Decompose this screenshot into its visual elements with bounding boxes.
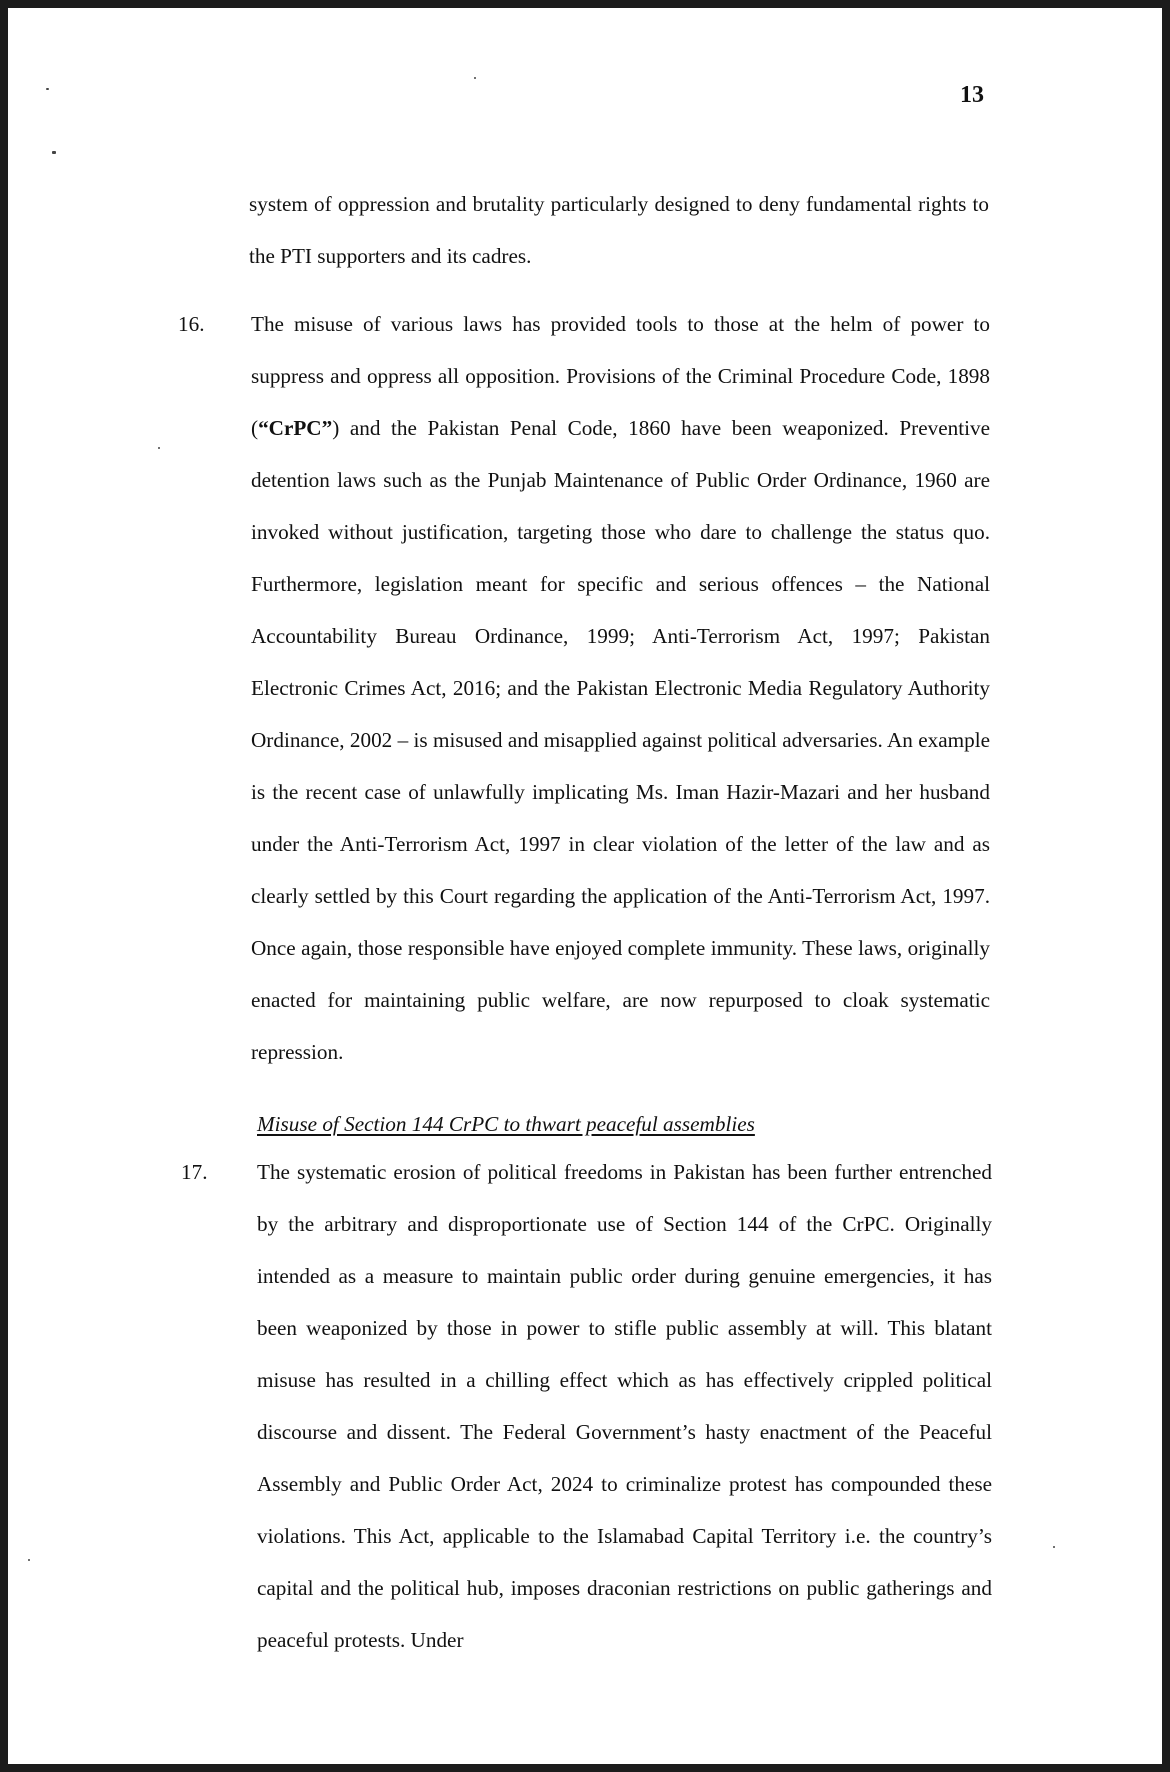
paragraph-16-text-end: ) and the Pakistan Penal Code, 1860 have been weaponized. Preventive detention laws such as the Punjab Maintenance of Public Order Ordinance, 1960 are invoked without justification, targeting those who dare to challenge the status quo. Furthermore, legislation meant for specific and serious offences – the National Accountability Bureau Ordinance, 1999; Anti-Terrorism Act, 1997; Pakistan Electronic Crimes Act, 2016; and the Pakistan Electronic Media Regulatory Authority Ordinance, 2002 – is misused and misapplied against political adversaries. An example is the recent case of unlawfully implicating Ms. Iman Hazir-Mazari and her husband under the Anti-Terrorism Act, 1997 in clear violation of the letter of the law and as clearly settled by this Court regarding the application of the Anti-Terrorism Act, 1997. Once again, those responsible have enjoyed complete immunity. These laws, originally enacted for maintaining public welfare, are now repurposed to cloak systematic repression. <box>251 416 990 1064</box>
scan-speck <box>28 1559 30 1561</box>
section-heading: Misuse of Section 144 CrPC to thwart peaceful assemblies <box>257 1112 755 1136</box>
paragraph-number-16: 16. <box>178 312 205 336</box>
scan-speck <box>474 77 476 79</box>
scan-speck <box>46 88 49 90</box>
crpc-defined-term: “CrPC” <box>258 416 333 440</box>
paragraph-16 <box>251 298 990 1078</box>
continuation-paragraph: system of oppression and brutality particularly designed to deny fundamental rights to the PTI supporters and its cadres. <box>249 192 989 268</box>
scan-speck <box>1053 1546 1055 1548</box>
page-number: 13 <box>960 82 984 108</box>
document-page <box>8 8 1162 1764</box>
scan-speck <box>158 447 160 449</box>
paragraph-16-text-start: The misuse of various laws has provided tools to those at the helm of power to suppress and oppress all opposition. Provisions of the Criminal Procedure Code, 1898 ( <box>251 312 990 440</box>
paragraph-number-17: 17. <box>181 1160 208 1184</box>
scan-speck <box>52 151 56 154</box>
paragraph-17: The systematic erosion of political freedoms in Pakistan has been further entrenched by the arbitrary and disproportionate use of Section 144 of the CrPC. Originally intended as a measure to maintain public order during genuine emergencies, it has been weaponized by those in power to stifle public assembly at will. This blatant misuse has resulted in a chilling effect which as has effectively crippled political discourse and dissent. The Federal Government’s hasty enactment of the Peaceful Assembly and Public Order Act, 2024 to criminalize protest has compounded these violations. This Act, applicable to the Islamabad Capital Territory i.e. the country’s capital and the political hub, imposes draconian restrictions on public gatherings and peaceful protests. Under <box>257 1160 992 1652</box>
